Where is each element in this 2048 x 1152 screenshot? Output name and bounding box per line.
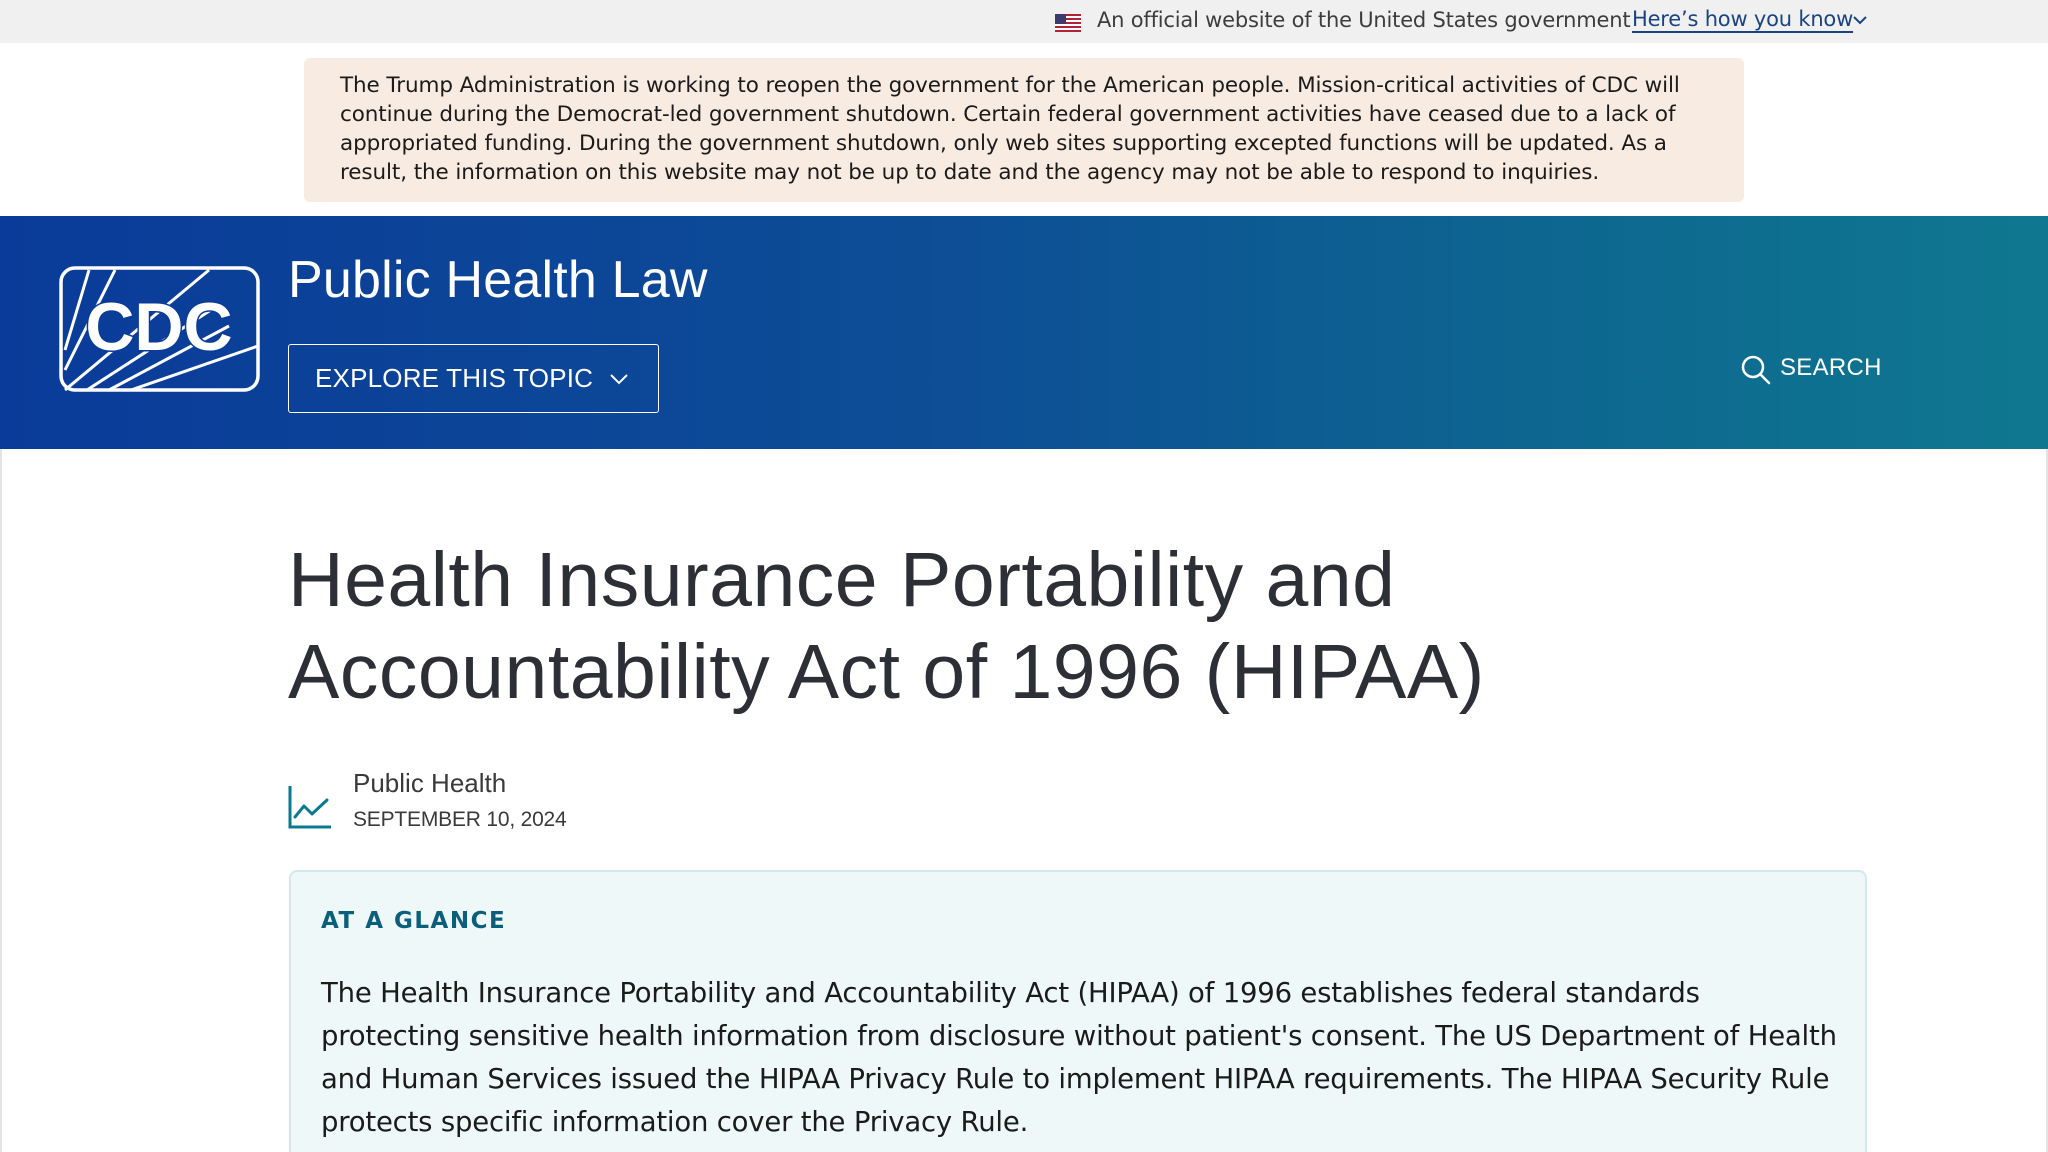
gov-banner: [0, 0, 2048, 43]
chevron-down-icon: [609, 372, 629, 386]
topic-name[interactable]: Public Health: [353, 768, 507, 798]
search-label: SEARCH: [1780, 354, 1882, 381]
at-a-glance-heading: AT A GLANCE: [321, 908, 507, 934]
at-a-glance-box: [289, 870, 1867, 1152]
gov-banner-text: An official website of the United States government: [1097, 8, 1631, 32]
page-title: Health Insurance Portability and Accountability Act of 1996 (HIPAA): [288, 537, 1485, 715]
at-a-glance-body: The Health Insurance Portability and Accountability Act (HIPAA) of 1996 establishes federal standards protecting sensitive health information from disclosure without patient's consent. The US Department of Health and Human Services issued the HIPAA Privacy Rule to implement HIPAA requirements. The HIPAA Security Rule protects specific information cover the Privacy Rule.: [321, 977, 1837, 1138]
search-icon: [1740, 354, 1772, 386]
line-chart-icon: [287, 784, 333, 830]
search-button[interactable]: [1740, 352, 1882, 388]
chevron-down-icon[interactable]: [1852, 14, 1868, 26]
heres-how-you-know-link[interactable]: Here’s how you know: [1632, 7, 1854, 31]
alert-text: The Trump Administration is working to reopen the government for the American people. Mission-critical activities of CDC will continue during the Democrat-led government shutdown. Certain federal government activities have ceased due to a lack of appropriated funding. During the government shutdown, only web sites supporting excepted functions will be updated. As a result, the information on this website may not be up to date and the agency may not be able to respond to inquiries.: [340, 73, 1680, 185]
explore-topic-button[interactable]: [288, 344, 659, 413]
us-flag-icon: [1055, 14, 1081, 32]
site-title[interactable]: Public Health Law: [288, 251, 708, 309]
cdc-logo-text: CDC: [85, 289, 233, 365]
publish-date: SEPTEMBER 10, 2024: [353, 808, 567, 831]
explore-topic-label: EXPLORE THIS TOPIC: [315, 363, 594, 393]
site-header: [0, 216, 2048, 449]
cdc-logo[interactable]: [59, 266, 260, 392]
shutdown-alert: [304, 58, 1744, 202]
